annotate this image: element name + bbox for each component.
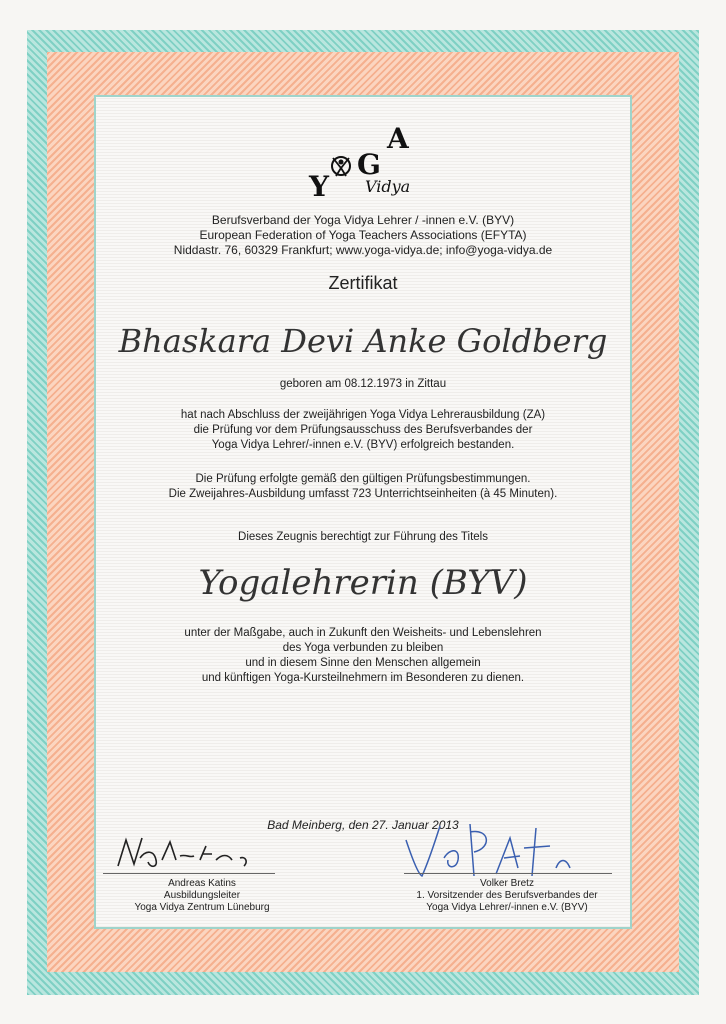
logo-letter-y: Y <box>309 170 329 202</box>
signatory-org: Yoga Vidya Lehrer/-innen e.V. (BYV) <box>426 902 588 913</box>
exam-paragraph <box>0 408 726 453</box>
signature-left-icon <box>110 820 280 880</box>
signatory-org: Yoga Vidya Zentrum Lüneburg <box>134 902 270 913</box>
paragraph-line: und in diesem Sinne den Menschen allgemein <box>245 657 481 669</box>
yoga-vidya-logo <box>303 118 423 202</box>
header-line: Niddastr. 76, 60329 Frankfurt; www.yoga-vidya.de; info@yoga-vidya.de <box>173 243 553 257</box>
signature-line-left <box>103 873 275 874</box>
paragraph-line: Die Zweijahres-Ausbildung umfasst 723 Unterrichtseinheiten (à 45 Minuten). <box>168 488 558 500</box>
signatory-right <box>388 878 626 914</box>
exam-details-paragraph <box>0 472 726 502</box>
paragraph-line: unter der Maßgabe, auch in Zukunft den Weisheits- und Lebenslehren <box>184 627 542 639</box>
certificate-title: Zertifikat <box>328 273 398 293</box>
logo-vidya: Vidya <box>365 177 411 196</box>
paragraph-line: des Yoga verbunden zu bleiben <box>282 642 444 654</box>
paragraph-line: und künftigen Yoga-Kursteilnehmern im Besonderen zu dienen. <box>201 672 525 684</box>
association-header <box>0 213 726 258</box>
recipient-name: Bhaskara Devi Anke Goldberg <box>118 322 608 360</box>
place-and-date: Bad Meinberg, den 27. Januar 2013 <box>267 818 459 832</box>
header-line: European Federation of Yoga Teachers Associations (EFYTA) <box>199 228 527 242</box>
paragraph-line: hat nach Abschluss der zweijährigen Yoga Vidya Lehrerausbildung (ZA) <box>180 409 546 421</box>
signature-line-right <box>404 873 612 874</box>
awarded-title: Yogalehrerin (BYV) <box>198 563 528 603</box>
signatory-name: Andreas Katins <box>168 878 236 889</box>
obligation-paragraph <box>0 626 726 686</box>
paragraph-line: die Prüfung vor dem Prüfungsausschuss des Berufsverbandes der <box>193 424 533 436</box>
logo-letter-a: A <box>387 122 409 155</box>
header-line: Berufsverband der Yoga Vidya Lehrer / -innen e.V. (BYV) <box>211 213 515 227</box>
logo-letter-g: G <box>357 148 381 181</box>
signatory-role: 1. Vorsitzender des Berufsverbandes der <box>416 890 598 901</box>
title-entitlement: Dieses Zeugnis berechtigt zur Führung des Titels <box>238 531 488 543</box>
birth-info: geboren am 08.12.1973 in Zittau <box>279 378 447 390</box>
signatory-role: Ausbildungsleiter <box>163 890 241 901</box>
signatory-left <box>92 878 312 914</box>
signatory-name: Volker Bretz <box>480 878 534 889</box>
paragraph-line: Die Prüfung erfolgte gemäß den gültigen Prüfungsbestimmungen. <box>195 473 531 485</box>
dancing-figure-icon <box>332 157 350 176</box>
paragraph-line: Yoga Vidya Lehrer/-innen e.V. (BYV) erfolgreich bestanden. <box>211 439 515 451</box>
